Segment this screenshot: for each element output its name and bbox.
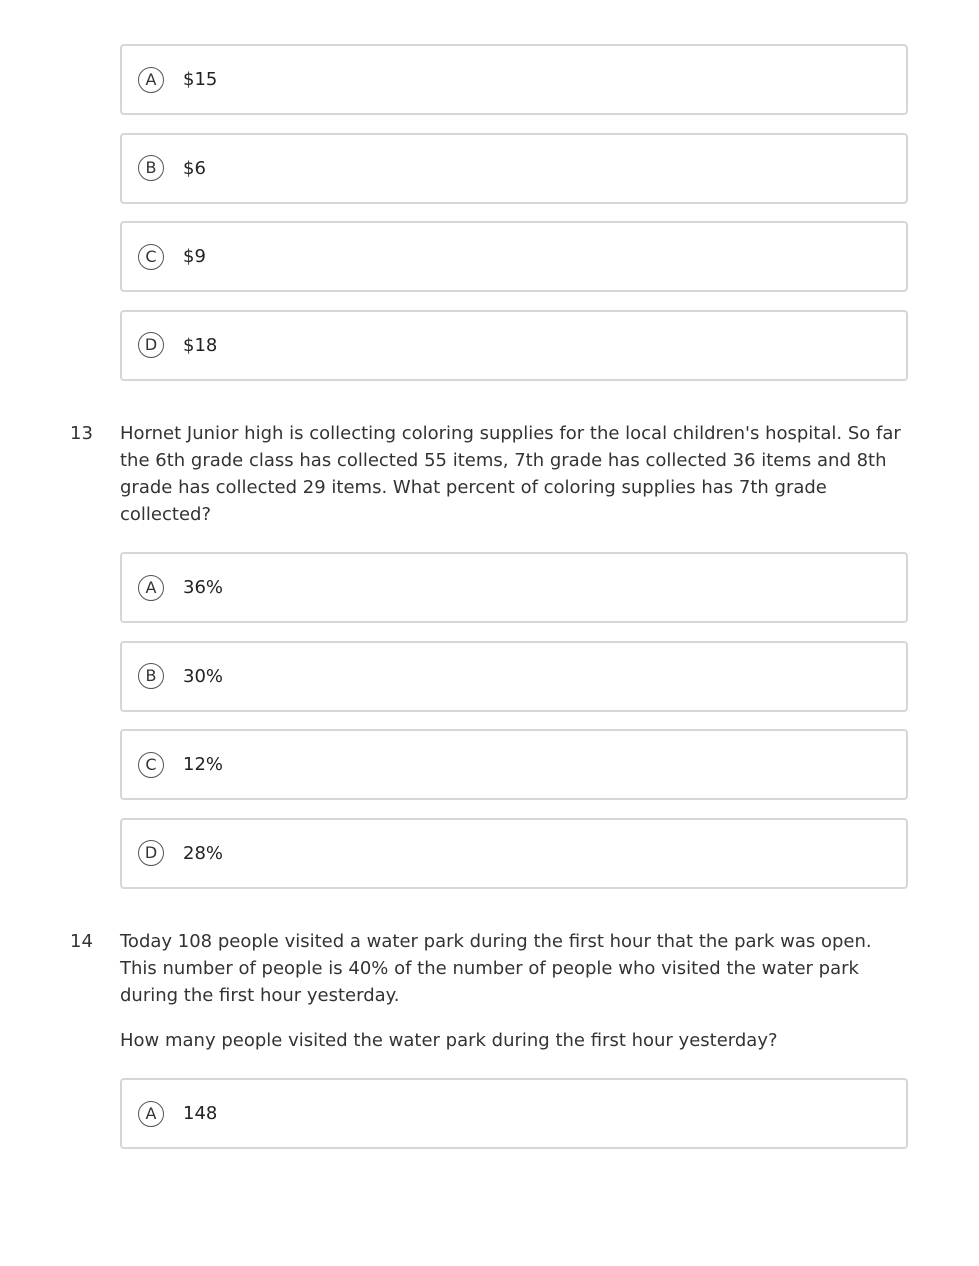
q13-choice-c[interactable] [120, 729, 908, 800]
choice-text: 28% [183, 842, 224, 864]
question-prompt: Hornet Junior high is collecting coloring supplies for the local children's hospital. So far the 6th grade class has collected 55 items, 7th grade has collected 36 items and 8th grade has collected 29 items. What percent of coloring supplies has 7th grade collected? [120, 423, 901, 525]
q13-choice-d[interactable] [120, 818, 908, 889]
choice-text: 36% [183, 577, 224, 598]
choice-letter-d: D [138, 332, 164, 358]
choice-text: $6 [183, 157, 206, 179]
question-14 [70, 928, 910, 1072]
q12-choice-a[interactable] [120, 44, 908, 115]
choice-text: 30% [183, 665, 224, 687]
q12-choice-d[interactable] [120, 310, 908, 381]
question-text [120, 928, 910, 1054]
choice-text: 148 [183, 1103, 218, 1124]
q14-choice-a[interactable] [120, 1078, 908, 1149]
question-prompt: Today 108 people visited a water park during the first hour that the park was open. This number of people is 40% of the number of people who visited the water park during the first hour yesterday. [120, 931, 872, 1006]
q12-choice-b[interactable] [120, 133, 908, 204]
q12-choices [120, 44, 908, 398]
choice-letter-a: A [138, 67, 164, 93]
question-13 [70, 420, 910, 546]
choice-letter-a: A [138, 575, 164, 601]
q13-choice-a[interactable] [120, 552, 908, 623]
choice-text: $18 [183, 334, 218, 356]
question-number: 14 [70, 931, 93, 952]
q13-choices [120, 552, 908, 906]
choice-letter-b: B [138, 663, 164, 689]
q13-choice-b[interactable] [120, 641, 908, 712]
choice-text: $9 [183, 246, 206, 267]
question-ask: How many people visited the water park during the first hour yesterday? [120, 1030, 778, 1051]
choice-letter-d: D [138, 840, 164, 866]
q14-choices [120, 1078, 908, 1167]
question-number: 13 [70, 423, 93, 444]
choice-letter-a: A [138, 1101, 164, 1127]
choice-letter-c: C [138, 244, 164, 270]
q12-choice-c[interactable] [120, 221, 908, 292]
choice-letter-b: B [138, 155, 164, 181]
choice-text: 12% [183, 754, 224, 775]
choice-text: $15 [183, 69, 218, 90]
question-text [120, 420, 910, 528]
choice-letter-c: C [138, 752, 164, 778]
